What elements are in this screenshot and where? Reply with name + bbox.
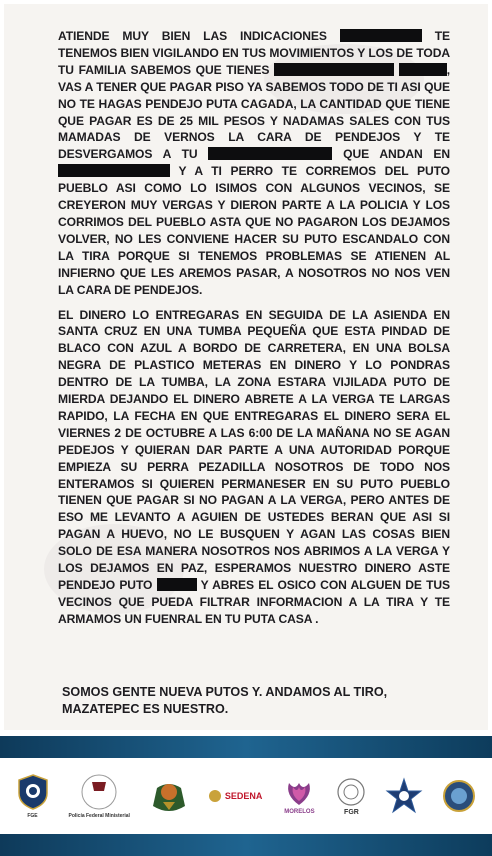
fgr-seal-icon <box>336 777 366 816</box>
letter-paragraph-1 <box>58 28 450 299</box>
redaction-bar <box>157 578 197 591</box>
bottom-blue-band <box>0 834 492 856</box>
police-star-icon <box>385 777 423 815</box>
redaction-bar <box>58 164 170 177</box>
letter-text-run: , VAS A TENER QUE PAGAR PISO YA SABEMOS TODO DE TI ASI QUE NO TE HAGAS PENDEJO PUTA CAGADA, LA CANTIDAD QUE TIENE QUE PAGAR ES DE 25 MIL PESOS Y NADAMAS SALES CON TUS MAMADAS DE VERNOS LA CARA DE PENDEJOS Y TE DESVERGAMOS A TU <box>58 62 450 162</box>
redaction-bar <box>274 63 394 76</box>
agency-logos-strip <box>0 760 492 832</box>
top-blue-band <box>0 736 492 758</box>
logo-caption: FGR <box>344 808 359 816</box>
letter-text-run: EL DINERO LO ENTREGARAS EN SEGUIDA DE LA ASIENDA EN SANTA CRUZ EN UNA TUMBA PEQUEÑA QUE ESTA PINDAD DE BLACO CON AZUL A BORDO DE CARRETERA, EN UNA BOLSA NEGRA DE PLASTICO METERAS EN DINERO Y LO PONDRAS DENTRO DE LA TUMBA, LA ZONA ESTARA VIJILADA PUTO DE MIERDA DEJANDO EL DINERO ABRETE A LA VERGA TE LARGAS RAPIDO, LA FECHA EN QUE ENTREGARAS EL DINERO SERA EL VIERNES 2 DE OCTUBRE A LAS 6:00 DE LA MAÑANA NO SE AGAN PEDEJOS Y QUIERAN DAR PARTE A UNA AUTORIDAD PORQUE EMPIEZA SU PERRA PEZADILLA NOSOTROS DE TODO NOS ENTERAMOS SI QUIEREN PERMANESER EN SU PUTO PUEBLO TIENEN QUE PAGAR SI NO PAGAN A LA VERGA, PERO ANTES DE ESO ME LEVANTO A AGUIEN DE USTEDES BERAN QUE ASI SI PAGAN A HUEVO, NO LE BUSQUEN Y AGAN LAS COSAS BIEN SOLO DE ESA MANERA NOSOTROS NOS ABRIMOS A LA VERGA Y LOS DEJAMOS EN PAZ, ESPERAMOS NUESTRO DINERO ASTE PENDEJO PUTO <box>58 307 450 592</box>
redaction-bar <box>340 29 422 42</box>
redaction-bar <box>208 147 332 160</box>
letter-text-run: Y A TI PERRO TE CORREMOS DEL PUTO PUEBLO ASI COMO LO ISIMOS CON ALGUNOS VECINOS, SE CREYERON MUY VERGAS Y DIERON PARTE A LA POLICIA Y LOS CORRIMOS DEL PUEBLO ASTA QUE NO PAGARON LOS DEJAMOS VOLVER, NO LES CONVIENE HACER SU PUTO ESCANDALO CON LA TIRA PORQUE SI TENEMOS PROBLEMAS SE ATIENEN AL INFIERNO QUE LES AREMOS PASAR, A NOSOTROS NO NOS VEN LA CARA DE PENDEJOS. <box>58 164 450 297</box>
logo-caption: FGE <box>27 813 38 819</box>
sedena-icon <box>208 789 263 803</box>
letter-paragraph-2 <box>58 307 450 628</box>
fge-shield-icon <box>16 773 50 819</box>
letter-text-run: TE TENEMOS BIEN VIGILANDO EN TUS MOVIMIENTOS Y LOS DE TODA TU FAMILIA SABEMOS QUE TIENES <box>58 29 451 77</box>
round-badge-icon <box>442 779 476 813</box>
policia-ministerial-icon <box>69 773 130 819</box>
letter-closing: SOMOS GENTE NUEVA PUTOS Y. ANDAMOS AL TIRO, MAZATEPEC ES NUESTRO. <box>62 685 388 716</box>
letter-text-run: Y ABRES EL OSICO CON ALGUEN DE TUS VECINOS QUE PUEDA FILTRAR INFORMACION A LA TIRA Y TE ARMAMOS UN FUENRAL EN TU PUTA CASA . <box>58 578 450 626</box>
eagle-crest-icon <box>149 776 189 816</box>
letter-text-run: QUE ANDAN EN <box>332 147 450 162</box>
threat-letter-paper <box>4 4 488 730</box>
letter-text-run: ATIENDE MUY BIEN LAS INDICACIONES <box>58 29 340 43</box>
logo-caption: SEDENA <box>224 791 263 801</box>
redaction-bar <box>399 63 447 76</box>
letter-body <box>58 28 450 628</box>
morelos-icon <box>281 777 317 815</box>
logo-caption: Policía Federal Ministerial <box>68 813 130 819</box>
logo-caption: MORELOS <box>284 809 315 815</box>
